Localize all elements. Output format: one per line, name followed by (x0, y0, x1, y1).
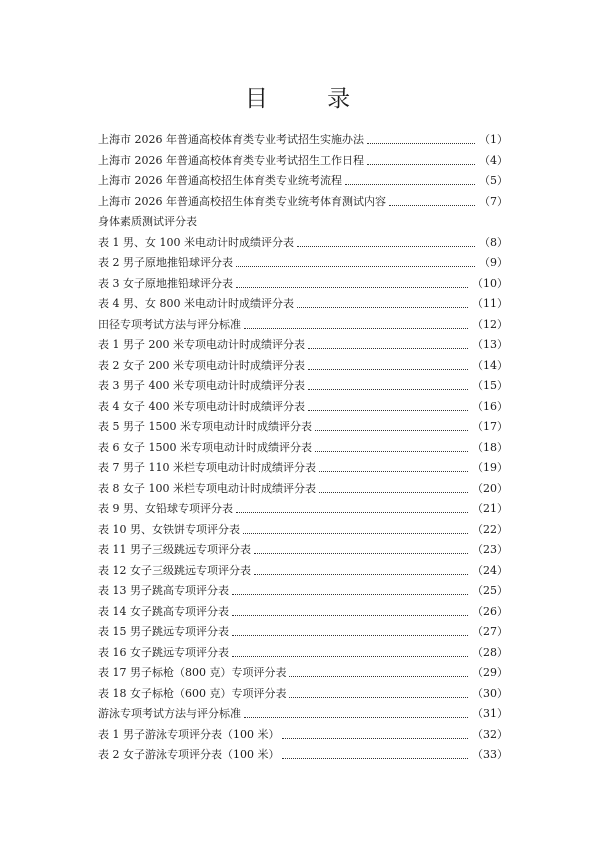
toc-page-number: （22） (472, 522, 508, 536)
toc-entry-label: 表 7 男子 110 米栏专项电动计时成绩评分表 (98, 461, 316, 474)
toc-dot-leader (367, 142, 475, 144)
toc-dot-leader (282, 737, 468, 739)
toc-entry-label: 表 5 男子 1500 米专项电动计时成绩评分表 (98, 420, 312, 433)
toc-dot-leader (308, 347, 468, 349)
toc-entry-label: 表 6 女子 1500 米专项电动计时成绩评分表 (98, 440, 312, 454)
toc-entry[interactable] (98, 581, 508, 602)
toc-entry-label: 表 10 男、女铁饼专项评分表 (98, 522, 240, 536)
toc-dot-leader (297, 306, 468, 308)
toc-page-number: （19） (472, 461, 508, 474)
toc-entry-label: 上海市 2026 年普通高校招生体育类专业统考体育测试内容 (98, 194, 386, 208)
toc-dot-leader (367, 163, 475, 165)
table-of-contents (98, 130, 508, 766)
toc-entry-label: 身体素质测试评分表 (98, 215, 197, 228)
toc-entry[interactable] (98, 315, 508, 336)
toc-page-number: （30） (472, 686, 508, 700)
toc-entry-label: 表 15 男子跳远专项评分表 (98, 625, 229, 638)
toc-entry[interactable] (98, 171, 508, 192)
toc-entry-label: 游泳专项考试方法与评分标准 (98, 707, 241, 720)
toc-dot-leader (232, 614, 468, 616)
toc-entry-label: 表 18 女子标枪（600 克）专项评分表 (98, 686, 287, 700)
toc-page-number: （13） (472, 338, 508, 351)
toc-entry-label: 表 2 女子 200 米专项电动计时成绩评分表 (98, 358, 305, 372)
toc-entry[interactable] (98, 417, 508, 438)
toc-entry-label: 表 1 男、女 100 米电动计时成绩评分表 (98, 235, 294, 249)
toc-entry[interactable] (98, 438, 508, 459)
toc-dot-leader (254, 573, 468, 575)
toc-dot-leader (236, 286, 468, 288)
toc-entry-label: 表 1 男子游泳专项评分表（100 米） (98, 727, 280, 741)
toc-dot-leader (308, 409, 468, 411)
toc-page-number: （8） (479, 235, 508, 249)
toc-entry[interactable] (98, 684, 508, 705)
toc-entry-label: 表 2 男子原地推铅球评分表 (98, 256, 233, 269)
toc-entry[interactable] (98, 376, 508, 397)
toc-page-number: （4） (479, 153, 508, 167)
toc-entry[interactable] (98, 253, 508, 274)
toc-entry[interactable] (98, 663, 508, 684)
toc-entry-label: 上海市 2026 年普通高校招生体育类专业统考流程 (98, 174, 342, 187)
toc-entry[interactable] (98, 725, 508, 746)
toc-page-number: （27） (472, 625, 508, 638)
toc-dot-leader (319, 470, 468, 472)
toc-section-heading[interactable] (98, 212, 508, 233)
toc-entry-label: 上海市 2026 年普通高校体育类专业考试招生工作日程 (98, 153, 364, 167)
toc-page-number: （10） (472, 276, 508, 290)
toc-page-number: （21） (472, 502, 508, 515)
toc-entry[interactable] (98, 643, 508, 664)
toc-page-number: （25） (472, 584, 508, 597)
toc-entry[interactable] (98, 540, 508, 561)
toc-entry[interactable] (98, 458, 508, 479)
toc-page-number: （9） (479, 256, 508, 269)
toc-entry[interactable] (98, 561, 508, 582)
toc-entry[interactable] (98, 479, 508, 500)
toc-dot-leader (297, 245, 475, 247)
toc-page-number: （7） (479, 194, 508, 208)
toc-page-number: （29） (472, 666, 508, 679)
toc-page-number: （28） (472, 645, 508, 659)
toc-dot-leader (319, 491, 468, 493)
toc-page-number: （1） (479, 133, 508, 146)
toc-page-number: （17） (472, 420, 508, 433)
toc-dot-leader (308, 388, 468, 390)
toc-entry-label: 表 2 女子游泳专项评分表（100 米） (98, 748, 280, 761)
toc-entry-label: 上海市 2026 年普通高校体育类专业考试招生实施办法 (98, 133, 364, 146)
toc-entry-label: 表 16 女子跳远专项评分表 (98, 645, 229, 659)
toc-entry[interactable] (98, 520, 508, 541)
toc-entry[interactable] (98, 397, 508, 418)
toc-dot-leader (389, 204, 475, 206)
toc-page-number: （5） (479, 174, 508, 187)
toc-page-number: （12） (472, 317, 508, 331)
toc-entry[interactable] (98, 622, 508, 643)
toc-entry-label: 表 4 女子 400 米专项电动计时成绩评分表 (98, 399, 305, 413)
toc-page-number: （11） (472, 297, 508, 310)
toc-page-number: （24） (472, 563, 508, 577)
toc-entry[interactable] (98, 335, 508, 356)
toc-dot-leader (232, 655, 468, 657)
toc-entry-label: 表 8 女子 100 米栏专项电动计时成绩评分表 (98, 481, 316, 495)
toc-entry-label: 表 12 女子三级跳远专项评分表 (98, 563, 251, 577)
toc-entry[interactable] (98, 704, 508, 725)
toc-entry[interactable] (98, 192, 508, 213)
toc-entry-label: 表 17 男子标枪（800 克）专项评分表 (98, 666, 287, 679)
toc-dot-leader (232, 634, 468, 636)
toc-page-number: （15） (472, 379, 508, 392)
toc-dot-leader (345, 183, 475, 185)
toc-page-number: （20） (472, 481, 508, 495)
toc-dot-leader (236, 511, 468, 513)
toc-dot-leader (282, 757, 468, 759)
toc-entry[interactable] (98, 294, 508, 315)
toc-page-number: （33） (472, 748, 508, 761)
toc-dot-leader (243, 532, 468, 534)
toc-dot-leader (244, 327, 468, 329)
toc-entry-label: 表 4 男、女 800 米电动计时成绩评分表 (98, 297, 294, 310)
toc-dot-leader (289, 675, 468, 677)
toc-entry[interactable] (98, 151, 508, 172)
toc-entry[interactable] (98, 602, 508, 623)
toc-page-number: （26） (472, 604, 508, 618)
toc-entry[interactable] (98, 233, 508, 254)
toc-dot-leader (254, 552, 468, 554)
toc-entry-label: 表 1 男子 200 米专项电动计时成绩评分表 (98, 338, 305, 351)
toc-entry-label: 表 14 女子跳高专项评分表 (98, 604, 229, 618)
toc-dot-leader (236, 265, 475, 267)
toc-page-number: （18） (472, 440, 508, 454)
toc-entry-label: 表 9 男、女铅球专项评分表 (98, 502, 233, 515)
toc-page-number: （14） (472, 358, 508, 372)
toc-entry[interactable] (98, 356, 508, 377)
toc-dot-leader (315, 429, 468, 431)
toc-page-number: （23） (472, 543, 508, 556)
toc-entry-label: 田径专项考试方法与评分标准 (98, 317, 241, 331)
toc-entry[interactable] (98, 130, 508, 151)
toc-entry[interactable] (98, 745, 508, 766)
toc-dot-leader (232, 593, 468, 595)
toc-dot-leader (244, 716, 468, 718)
page-title: 目 录 (244, 86, 377, 112)
toc-entry-label: 表 13 男子跳高专项评分表 (98, 584, 229, 597)
toc-entry[interactable] (98, 274, 508, 295)
toc-entry[interactable] (98, 499, 508, 520)
toc-page-number: （16） (472, 399, 508, 413)
toc-entry-label: 表 11 男子三级跳远专项评分表 (98, 543, 251, 556)
toc-page-number: （32） (472, 727, 508, 741)
toc-entry-label: 表 3 女子原地推铅球评分表 (98, 276, 233, 290)
toc-dot-leader (289, 696, 468, 698)
toc-dot-leader (315, 450, 468, 452)
toc-entry-label: 表 3 男子 400 米专项电动计时成绩评分表 (98, 379, 305, 392)
toc-dot-leader (308, 368, 468, 370)
toc-page-number: （31） (472, 707, 508, 720)
